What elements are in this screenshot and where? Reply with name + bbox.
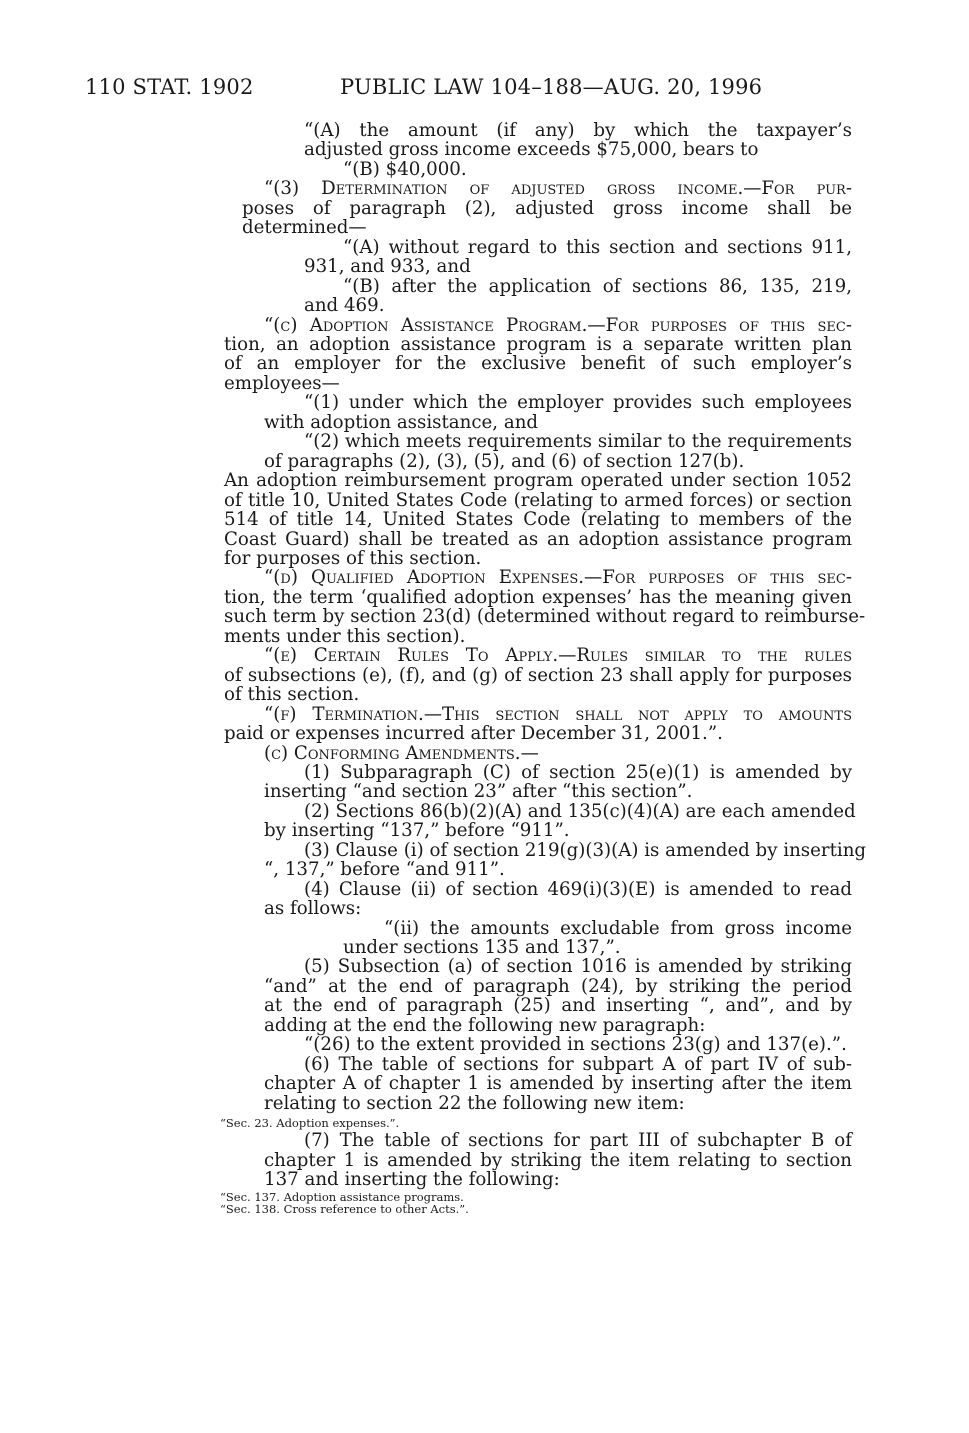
text-line: determined— — [242, 217, 367, 239]
section-heading-line: (c) Conforming Amendments.— — [264, 742, 539, 764]
text-line: (2) Sections 86(b)(2)(A) and 135(c)(4)(A) are each amended — [304, 800, 856, 822]
text-line: (5) Subsection (a) of section 1016 is amended by striking — [304, 956, 852, 978]
text-line: An adoption reimbursement program operated under section 1052 — [224, 470, 852, 492]
text-line: tion, an adoption assistance program is a separate written plan — [224, 333, 852, 355]
text-line: of subsections (e), (f), and (g) of section 23 shall apply for purposes — [224, 664, 852, 686]
table-item-line: “Sec. 23. Adoption expenses.”. — [220, 1116, 400, 1131]
text-line: “(B) after the application of sections 86, 135, 219, — [343, 275, 852, 297]
text-line: (4) Clause (ii) of section 469(i)(3)(E) is amended to read — [304, 878, 852, 900]
text-line: Coast Guard) shall be treated as an adoption assistance program — [224, 528, 852, 550]
text-line: chapter A of chapter 1 is amended by inserting after the item — [264, 1073, 852, 1095]
text-line: of title 10, United States Code (relating to armed forces) or section — [224, 489, 852, 511]
statute-reference: 110 STAT. 1902 — [85, 75, 254, 99]
text-line: 514 of title 14, United States Code (relating to members of the — [224, 509, 852, 531]
text-line: and 469. — [304, 295, 385, 317]
text-line: ments under this section). — [224, 625, 466, 647]
law-text-body — [0, 121, 969, 1215]
text-line: adjusted gross income exceeds $75,000, bears to — [304, 139, 759, 161]
text-line: relating to section 22 the following new item: — [264, 1092, 685, 1114]
text-line: “(1) under which the employer provides such employees — [304, 392, 852, 414]
text-line: of an employer for the exclusive benefit of such employer’s — [224, 353, 852, 375]
text-line: chapter 1 is amended by striking the item relating to section — [264, 1149, 852, 1171]
text-line: (7) The table of sections for part III of subchapter B of — [304, 1130, 852, 1152]
section-heading-line: “(c) Adoption Assistance Program.—For purposes of this sec- — [264, 314, 852, 336]
text-line: (6) The table of sections for subpart A of part IV of sub- — [304, 1053, 852, 1075]
text-line: (1) Subparagraph (C) of section 25(e)(1) is amended by — [304, 761, 852, 783]
page-header — [85, 75, 885, 103]
text-line: “(A) without regard to this section and sections 911, — [343, 236, 852, 258]
text-line: of paragraphs (2), (3), (5), and (6) of section 127(b). — [264, 450, 745, 472]
public-law-reference: PUBLIC LAW 104–188—AUG. 20, 1996 — [340, 75, 763, 99]
text-line: 931, and 933, and — [304, 256, 471, 278]
text-line: “(26) to the extent provided in sections 23(g) and 137(e).”. — [304, 1034, 847, 1056]
text-line: with adoption assistance, and — [264, 411, 539, 433]
text-line: “(B) $40,000. — [343, 158, 467, 180]
text-line: “(ii) the amounts excludable from gross income — [384, 917, 852, 939]
section-heading-line: “(d) Qualified Adoption Expenses.—For purposes of this sec- — [264, 567, 852, 589]
table-item-line: “Sec. 138. Cross reference to other Acts.”. — [220, 1202, 469, 1217]
text-line: by inserting “137,” before “911”. — [264, 820, 570, 842]
text-line: employees— — [224, 372, 340, 394]
text-line: as follows: — [264, 898, 362, 920]
text-line: such term by section 23(d) (determined without regard to reimburse- — [224, 606, 866, 628]
text-line: poses of paragraph (2), adjusted gross income shall be — [242, 197, 852, 219]
text-line: “(A) the amount (if any) by which the taxpayer’s — [304, 120, 852, 141]
table-item-line: “Sec. 137. Adoption assistance programs. — [220, 1190, 464, 1205]
text-line: inserting “and section 23” after “this section”. — [264, 781, 693, 803]
text-line: (3) Clause (i) of section 219(g)(3)(A) is amended by inserting — [304, 839, 867, 861]
text-line: paid or expenses incurred after December 31, 2001.”. — [224, 723, 723, 745]
section-heading-line: “(f) Termination.—This section shall not apply to amounts — [264, 703, 852, 725]
text-line: “, 137,” before “and 911”. — [264, 859, 505, 881]
section-heading-line: “(e) Certain Rules To Apply.—Rules similar to the rules — [264, 645, 852, 667]
text-line: “and” at the end of paragraph (24), by striking the period — [264, 975, 852, 997]
text-line: for purposes of this section. — [224, 547, 482, 569]
text-line: of this section. — [224, 684, 360, 706]
section-heading-line: “(3) Determination of adjusted gross income.—For pur- — [264, 178, 852, 200]
text-line: adding at the end the following new paragraph: — [264, 1014, 706, 1036]
text-line: tion, the term ‘qualified adoption expenses’ has the meaning given — [224, 586, 852, 608]
text-line: 137 and inserting the following: — [264, 1169, 560, 1191]
text-line: at the end of paragraph (25) and inserting “, and”, and by — [264, 995, 852, 1017]
text-line: under sections 135 and 137,”. — [343, 937, 621, 959]
text-line: “(2) which meets requirements similar to the requirements — [304, 431, 852, 453]
